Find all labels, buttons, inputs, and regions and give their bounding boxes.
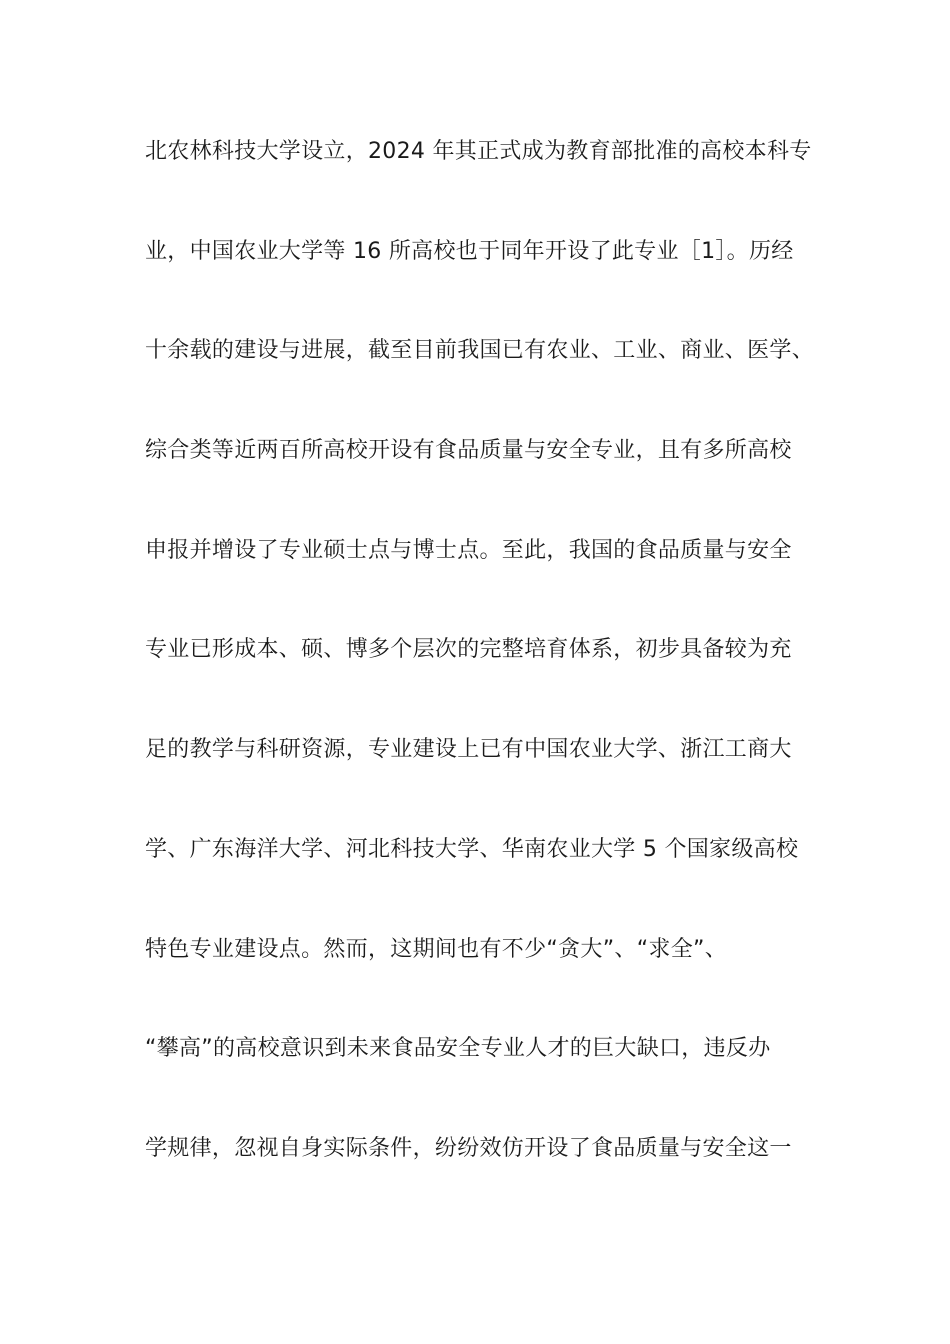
text-line: 特色专业建设点。然而，这期间也有不少“贪大”、“求全”、 xyxy=(145,936,727,962)
text-line: 十余载的建设与进展，截至目前我国已有农业、工业、商业、医学、 xyxy=(145,338,815,364)
text-line: 学、广东海洋大学、河北科技大学、华南农业大学 5 个国家级高校 xyxy=(145,836,799,862)
text-line: 申报并增设了专业硕士点与博士点。至此，我国的食品质量与安全 xyxy=(145,537,792,563)
text-line: 业，中国农业大学等 16 所高校也于同年开设了此专业［1］。历经 xyxy=(145,238,794,264)
text-line: 综合类等近两百所高校开设有食品质量与安全专业，且有多所高校 xyxy=(145,438,792,464)
text-line: 足的教学与科研资源，专业建设上已有中国农业大学、浙江工商大 xyxy=(145,737,792,763)
text-line: “攀高”的高校意识到未来食品安全专业人才的巨大缺口，违反办 xyxy=(145,1036,771,1062)
text-line: 学规律，忽视自身实际条件，纷纷效仿开设了食品质量与安全这一 xyxy=(145,1135,792,1161)
text-line: 北农林科技大学设立，2024 年其正式成为教育部批准的高校本科专 xyxy=(145,139,812,164)
body-paragraph xyxy=(145,132,835,1229)
text-line: 专业已形成本、硕、博多个层次的完整培育体系，初步具备较为充 xyxy=(145,637,792,663)
